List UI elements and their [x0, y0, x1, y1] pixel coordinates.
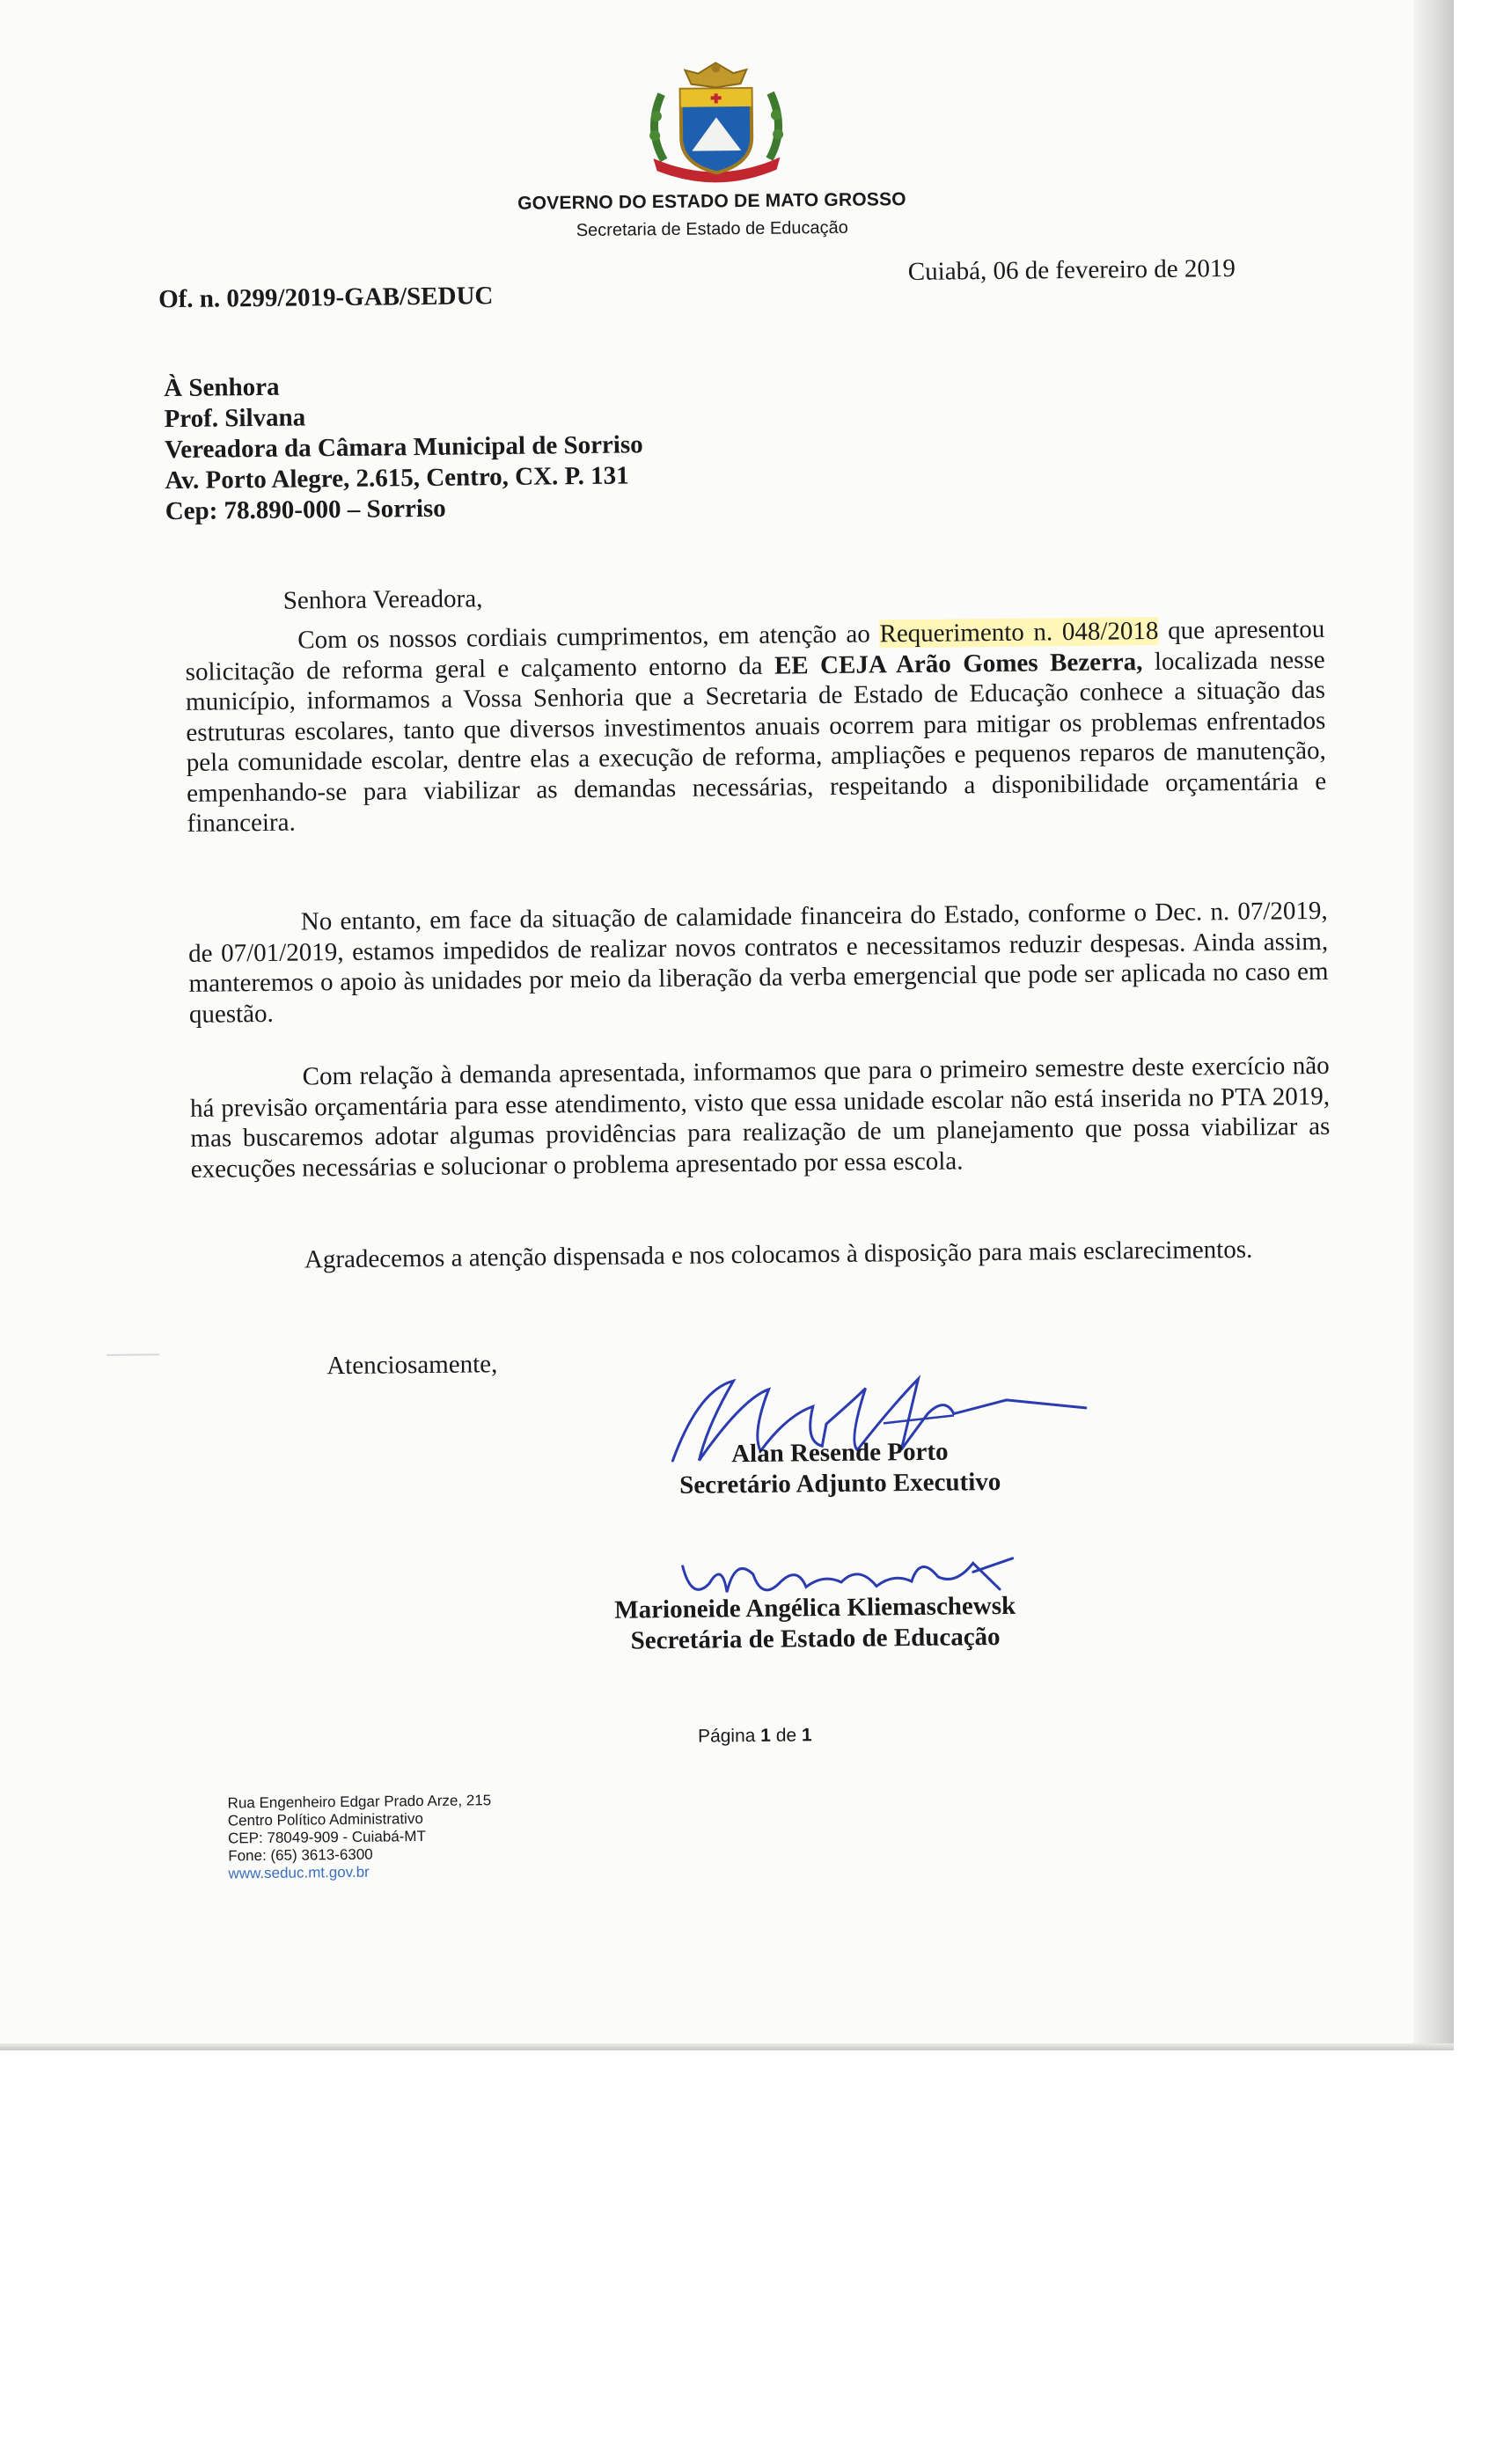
closing-phrase: Atenciosamente, [326, 1350, 498, 1381]
signatory-name: Marioneide Angélica Kliemaschewsk [614, 1591, 1016, 1624]
recipient-line: Cep: 78.890-000 – Sorriso [165, 494, 446, 526]
department-subtitle: Secretaria de Estado de Educação [576, 217, 848, 241]
salutation: Senhora Vereadora, [282, 584, 483, 615]
scan-bottom-edge [0, 2043, 1454, 2050]
recipient-line: Prof. Silvana [164, 403, 306, 434]
school-name: EE CEJA Arão Gomes Bezerra, [774, 647, 1143, 680]
letter-date: Cuiabá, 06 de fevereiro de 2019 [907, 253, 1236, 287]
signatory-title: Secretário Adjunto Executivo [678, 1467, 1001, 1500]
highlighted-reference: Requerimento n. 048/2018 [879, 616, 1159, 649]
footer-street: Rua Engenheiro Edgar Prado Arze, 215 [227, 1792, 492, 1812]
paragraph-1 [185, 614, 1327, 839]
recipient-address [164, 368, 644, 527]
footer-address [228, 1792, 493, 1882]
footer-cep: CEP: 78049-909 - Cuiabá-MT [227, 1828, 427, 1847]
footer-phone: Fone: (65) 3613-6300 [228, 1845, 373, 1865]
paragraph-4: Agradecemos a atenção dispensada e nos colocamos à disposição para mais esclarecimentos. [304, 1235, 1253, 1274]
footer-complex: Centro Político Administrativo [227, 1810, 423, 1830]
page-current: 1 [760, 1725, 772, 1746]
coat-of-arms-icon [636, 53, 796, 187]
scan-mark [106, 1353, 159, 1356]
page-total: 1 [801, 1725, 812, 1746]
signatory-1 [611, 1435, 1069, 1502]
letter-reference: Of. n. 0299/2019-GAB/SEDUC [158, 282, 494, 314]
paragraph-text: que apresentou solicitação de reforma geral e calçamento entorno da [185, 614, 1325, 686]
footer-website-link[interactable]: www.seduc.mt.gov.br [228, 1863, 370, 1882]
signatory-name: Alan Resende Porto [730, 1437, 949, 1469]
paragraph-text: Com os nossos cordiais cumprimentos, em atenção ao [297, 620, 871, 655]
page-separator: de [775, 1725, 797, 1746]
recipient-line: Vereadora da Câmara Municipal de Sorriso [164, 430, 643, 465]
signatory-title: Secretária de Estado de Educação [630, 1622, 1001, 1655]
paragraph-text: localizada nesse município, informamos a Vossa Senhoria que a Secretaria de Estado de Educação conhece a situação das estruturas escolares, tanto que diversos investimentos anuais ocorrem para mitigar os problemas enfrentados pela comunidade escolar, dentre elas a execução de reforma, ampliações e pequenos reparos de manutenção, empenhando-se para viabilizar as demandas necessárias, respeitando a disponibilidade orçamentária e financeira. [185, 645, 1327, 838]
paragraph-3: Com relação à demanda apresentada, informamos que para o primeiro semestre deste exercício não há previsão orçamentária para esse atendimento, visto que essa unidade escolar não está inserida no PTA 2019, mas buscaremos adotar algumas providências para realização de um planejamento que possa viabilizar as execuções necessárias e solucionar o problema apresentado por essa escola. [189, 1051, 1331, 1184]
paragraph-2: No entanto, em face da situação de calamidade financeira do Estado, conforme o Dec. n. 07/2019, de 07/01/2019, estamos impedidos de realizar novos contratos e necessitamos reduzir despesas. Ainda assim, manteremos o apoio às unidades por meio da liberação da verba emergencial que pode ser aplicada no caso em questão. [187, 896, 1329, 1029]
page-number [623, 1724, 887, 1748]
recipient-line: À Senhora [164, 372, 280, 403]
government-title: GOVERNO DO ESTADO DE MATO GROSSO [517, 189, 906, 214]
signatory-2 [568, 1590, 1062, 1657]
recipient-line: Av. Porto Alegre, 2.615, Centro, CX. P. 131 [165, 461, 629, 495]
page-label: Página [697, 1725, 756, 1747]
scan-edge-shadow [1413, 0, 1454, 2050]
